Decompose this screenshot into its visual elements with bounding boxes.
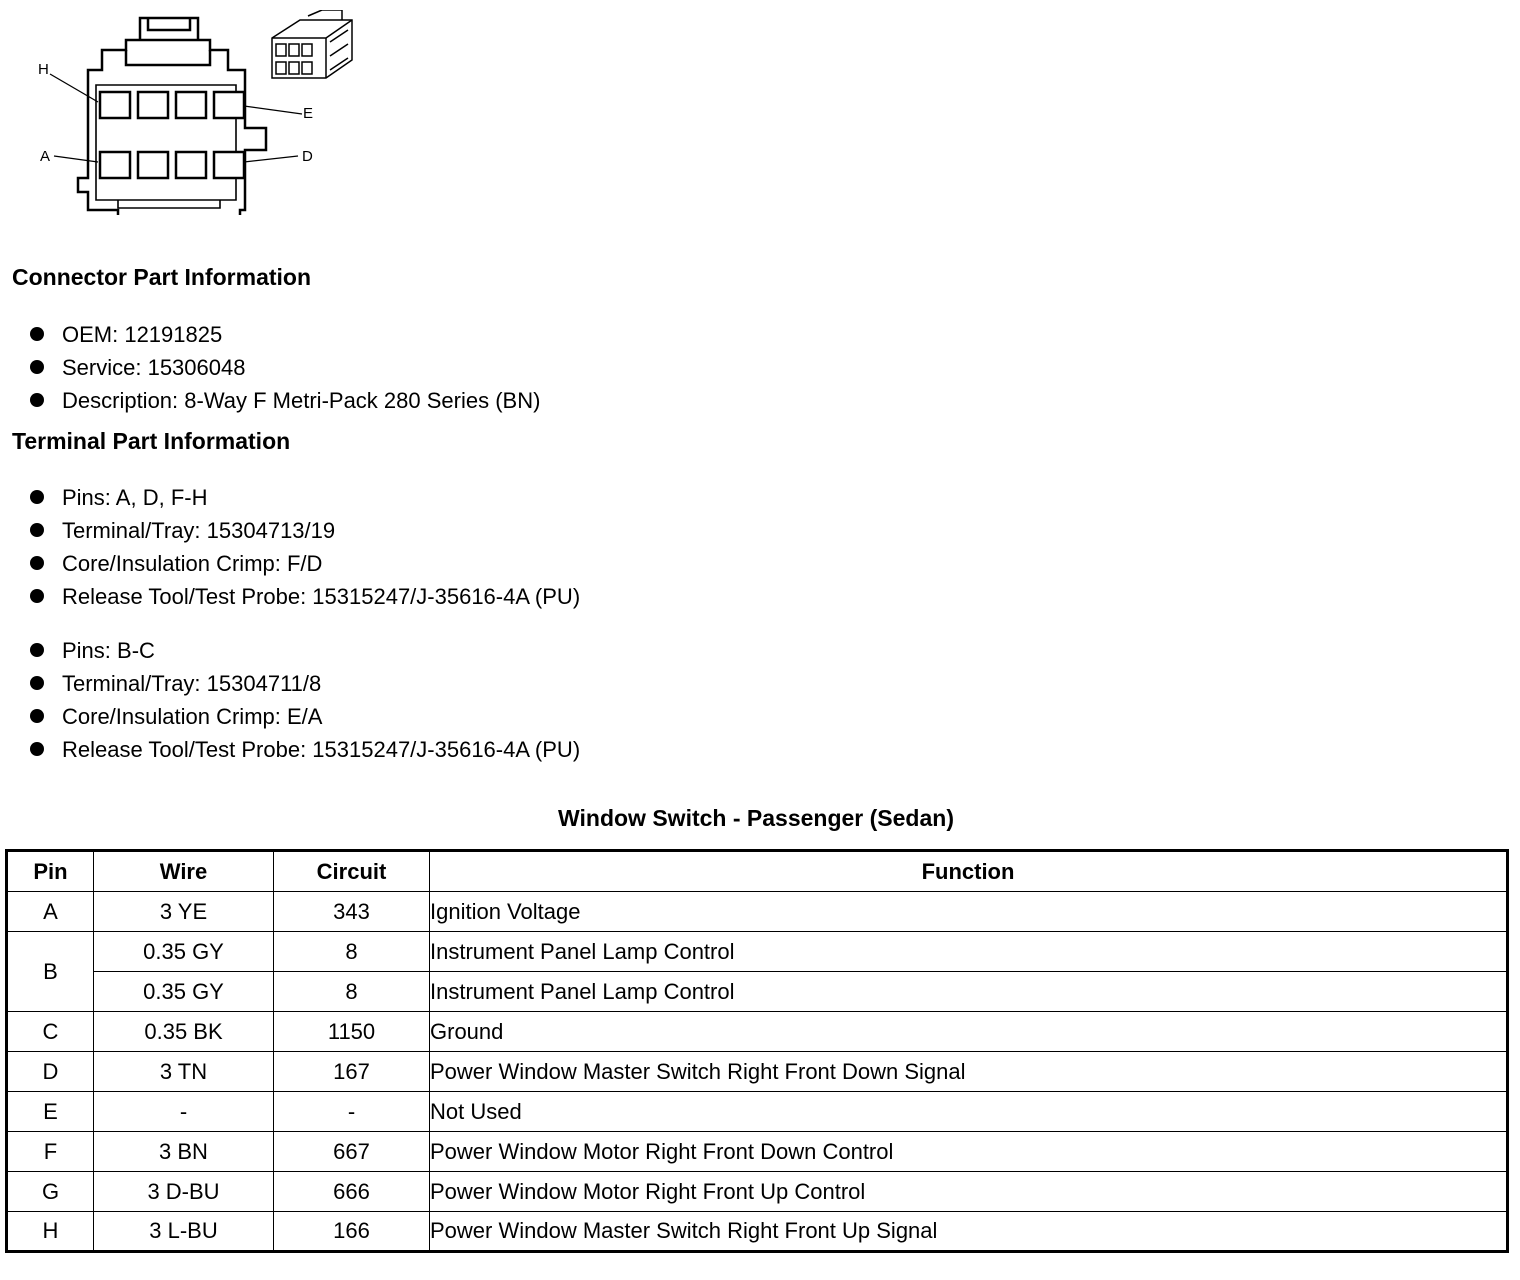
wire-cell: 0.35 GY — [94, 932, 274, 972]
circuit-cell: 666 — [274, 1172, 430, 1212]
pin-cell: E — [7, 1092, 94, 1132]
header-function: Function — [430, 851, 1508, 892]
pin-cell: H — [7, 1212, 94, 1252]
function-cell: Ground — [430, 1012, 1508, 1052]
pin-label-a: A — [40, 148, 51, 165]
function-cell: Instrument Panel Lamp Control — [430, 972, 1508, 1012]
list-item: Service: 15306048 — [30, 351, 540, 384]
function-cell: Instrument Panel Lamp Control — [430, 932, 1508, 972]
list-item: Terminal/Tray: 15304711/8 — [30, 667, 580, 700]
circuit-cell: 8 — [274, 972, 430, 1012]
pin-cell: D — [7, 1052, 94, 1092]
table-row — [7, 1212, 1508, 1252]
circuit-cell: 1150 — [274, 1012, 430, 1052]
pin-cell: A — [7, 892, 94, 932]
table-row — [7, 972, 1508, 1012]
list-item: Pins: B-C — [30, 634, 580, 667]
connector-isometric-icon — [272, 10, 352, 78]
table-row — [7, 1012, 1508, 1052]
terminal-group-2-list — [30, 634, 580, 766]
circuit-cell: 166 — [274, 1212, 430, 1252]
list-item: Terminal/Tray: 15304713/19 — [30, 514, 580, 547]
table-row — [7, 1172, 1508, 1212]
table-caption: Window Switch - Passenger (Sedan) — [558, 805, 954, 831]
pin-cell: G — [7, 1172, 94, 1212]
header-pin: Pin — [7, 851, 94, 892]
connector-face-diagram — [30, 10, 370, 215]
list-item: Pins: A, D, F-H — [30, 481, 580, 514]
connector-part-info-heading: Connector Part Information — [12, 264, 312, 290]
function-cell: Power Window Master Switch Right Front Up Signal — [430, 1212, 1508, 1252]
wire-cell: 3 YE — [94, 892, 274, 932]
list-item: Core/Insulation Crimp: F/D — [30, 547, 580, 580]
circuit-cell: 667 — [274, 1132, 430, 1172]
terminal-cavities — [100, 92, 244, 178]
wire-cell: 3 TN — [94, 1052, 274, 1092]
wire-cell: 0.35 BK — [94, 1012, 274, 1052]
function-cell: Power Window Motor Right Front Down Control — [430, 1132, 1508, 1172]
wire-cell: 3 D-BU — [94, 1172, 274, 1212]
table-row — [7, 1052, 1508, 1092]
table-row — [7, 1132, 1508, 1172]
terminal-part-info-heading: Terminal Part Information — [12, 428, 291, 454]
list-item: Description: 8-Way F Metri-Pack 280 Series (BN) — [30, 384, 540, 417]
function-cell: Ignition Voltage — [430, 892, 1508, 932]
terminal-group-1-list — [30, 481, 580, 613]
pin-cell: C — [7, 1012, 94, 1052]
header-wire: Wire — [94, 851, 274, 892]
table-row — [7, 892, 1508, 932]
list-item: Release Tool/Test Probe: 15315247/J-35616-4A (PU) — [30, 580, 580, 613]
circuit-cell: 167 — [274, 1052, 430, 1092]
wire-cell: 3 BN — [94, 1132, 274, 1172]
circuit-cell: 8 — [274, 932, 430, 972]
wire-cell: - — [94, 1092, 274, 1132]
circuit-cell: 343 — [274, 892, 430, 932]
wire-cell: 0.35 GY — [94, 972, 274, 1012]
wire-cell: 3 L-BU — [94, 1212, 274, 1252]
table-header-row — [7, 851, 1508, 892]
pin-cell: F — [7, 1132, 94, 1172]
list-item: OEM: 12191825 — [30, 318, 540, 351]
list-item: Core/Insulation Crimp: E/A — [30, 700, 580, 733]
table-row — [7, 932, 1508, 972]
pinout-table — [5, 849, 1509, 1253]
connector-part-info-list — [30, 318, 540, 417]
circuit-cell: - — [274, 1092, 430, 1132]
pin-label-d: D — [302, 148, 313, 165]
function-cell: Power Window Motor Right Front Up Control — [430, 1172, 1508, 1212]
pin-cell: B — [7, 932, 94, 1012]
table-row — [7, 1092, 1508, 1132]
pin-label-e: E — [303, 105, 314, 122]
function-cell: Power Window Master Switch Right Front Down Signal — [430, 1052, 1508, 1092]
list-item: Release Tool/Test Probe: 15315247/J-35616-4A (PU) — [30, 733, 580, 766]
header-circuit: Circuit — [274, 851, 430, 892]
pin-label-h: H — [38, 61, 49, 78]
function-cell: Not Used — [430, 1092, 1508, 1132]
